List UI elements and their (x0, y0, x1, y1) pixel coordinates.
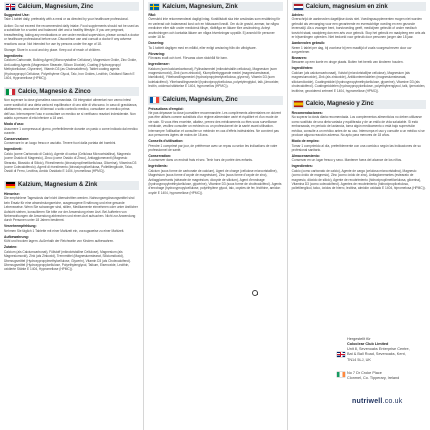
label-ingredients: Ingredients: (4, 53, 24, 58)
text-ingredients: Calcio (como carbonato de calcio), Agente de carga (celulosa microcristalina), Magnesio (como óxido de magnesio), Zinc (como óxido de zinc), Antiaglomerantes (estearato de magnesio, dióxido de silicio), Agente de recubrimiento (hidroxipropilmetilcelulosa, glicerina), Vitamina D3 (como colecalciferol). Agentes de recubrimiento (hidroxipropilcelulosa, polietilenglicol, talco, óxidos de hierro, lecitina, almidón oxidado E 1404, hipromelosa (HPMC)). (291, 168, 426, 191)
address-line: No 7 Dr Croke Place (347, 371, 382, 375)
text-notes: Die empfohlene Tagesdosis darf nicht überschritten werden. Nahrungsergänzungsmittel sind kein Ersatz für eine abwechslungsreiche, ausgewogene Ernährung und eine gesunde Lebensweise. Wenn Sie schwanger sind, stillen, Medikamente einnehmen oder unter ärztlicher Aufsicht stehen, konsultieren Sie bitte vor der Anwendung einen Arzt. Bei Auftreten von Nebenwirkungen die Anwendung abbrechen und einen Arzt aufsuchen. Nicht zur Anwendung durch Personen unter 18 Jahren bestimmt. (4, 196, 138, 223)
label-usage: Modo de empleo: (291, 139, 320, 144)
sweden-flag-icon (150, 4, 159, 10)
section-header-se (148, 2, 282, 11)
label-suggested-use: Suggested Use: (4, 13, 30, 17)
text-storage: Förvaras svalt och torrt. Förvaras utom räckhåll för barn. (148, 56, 228, 61)
section-se (148, 2, 282, 89)
section-title: Calcium, Magnesium, Zinc (18, 3, 94, 10)
manufacturer-address (347, 337, 410, 363)
label-storage: Förvaring: (148, 51, 166, 56)
text-storage: Kühl und trocken lagern. Außerhalb der Reichweite von Kindern aufbewahren. (4, 239, 115, 244)
text-suggested-use: Take 1 tablet daily, preferably with a meal or as directed by your healthcare professional. (4, 17, 129, 22)
label-ingredients: Ingredienser: (148, 62, 170, 67)
brand-logo (352, 390, 426, 408)
text-warnings: Non superare la dose giornaliera raccomandata. Gli integratori alimentari non vanno intesi come sostituti di una dieta varia ed equilibrata e di uno stile di vita sano. In caso di gravidanza, allattamento, assunzione di farmaci o sotto controllo medico, consultare un medico prima dell'uso. Interrompere l'uso e consultare un medico se si verificano reazioni indesiderate. Non adatto a persone di età inferiore a 18 anni. (4, 98, 138, 121)
germany-flag-icon (6, 182, 15, 188)
label-recommendations: Recomendaciones: (291, 110, 323, 115)
france-flag-icon (150, 97, 159, 103)
brand-name-bold: nutriwell (352, 398, 383, 405)
label-advice: Advies: (291, 13, 304, 17)
section-title: Calcium, magnesium en zink (305, 3, 388, 10)
italy-flag-icon (6, 89, 15, 95)
text-usage: Assumere 1 compressa al giorno, preferibilmente durante un pasto o come indicato dal medico curante. (4, 126, 138, 135)
text-storage: Storage: Store in a cool and dry place. Keep out of reach of children. (4, 47, 101, 52)
label-dosage: Dosering: (148, 41, 165, 46)
text-ingredients: Calcium (als calciumcarbonaat), Vulstof (microkristallijne cellulose), Magnesium (als magnesiumoxide), Zink (als zinkoxide), Antiklontermiddelen (magnesiumstearaat, siliciumdioxide), Coatingmiddel (hydroxypropylmethylcellulose, glycerine), Vitamine D3 (als cholecalciferol). Coatingmiddelen (hydroxypropylcellulose, polyethyleenglycol, talk, ijzeroxiden, lecithine, geoxideerd zetmeel E 1404, hypromellose (HPMC)). (291, 70, 426, 93)
address-line: Bat & Ball Road, Sevenoaks, Kent, (347, 352, 406, 357)
text-action: Action: Do not exceed the recommended daily intake. Food supplements should not be used as a substitute for a varied and balanced diet and a healthy lifestyle. If you are pregnant, breastfeeding, taking any medications or are under medical supervision, please consult a doctor or healthcare professional before use. Discontinue use and consult a doctor if any adverse reactions occur. Not intended for use by persons under the age of 18. (4, 23, 140, 46)
label-storage: Almacenamiento: (291, 153, 320, 158)
section-header-it (4, 87, 139, 96)
text-ingredients: Calcium (als Calciumcarbonat), Füllstoff (mikrokristalline Cellulose), Magnesium (als Magnesiumoxid), Zink (als Zinkoxid), Trennmittel (Magnesiumstearat, Siliciumdioxid), Überzugsmittel (Hydroxypropylmethylcellulose, Glycerin), Vitamin D3 (als Cholecalciferol). Überzugsmittel (Hydroxypropylcellulose, Polyethylenglycol, Talkum, Eisenoxide, Lecithin, oxidierte Stärke E 1404, Hypromellose (HPMC)). (4, 249, 131, 272)
section-header-es (292, 100, 426, 109)
text-recommendations: No superar la dosis diaria recomendada. Los complementos alimenticios no deben utilizarse como sustituto de una dieta variada y equilibrada y de un estilo de vida saludable. Si está embarazada, en periodo de lactancia, toma algún medicamento o está bajo supervisión médica, consulte a un médico antes de su uso. Interrumpa el uso y consulte a un médico si se produce alguna reacción adversa. No apto para menores de 18 años. (291, 115, 425, 138)
section-es (292, 100, 426, 191)
section-header-en (4, 2, 139, 11)
section-header-fr (148, 96, 282, 105)
netherlands-flag-icon (294, 4, 303, 10)
label-ingredients: Zutaten: (4, 245, 18, 250)
text-dosage: Ta 1 tablett dagligen med en måltid, eller enligt anvisning från din vårdgivare. (148, 45, 257, 50)
section-header-de (4, 181, 139, 190)
label-usage: Verzehrempfehlung: (4, 224, 37, 229)
section-de (4, 181, 139, 272)
ireland-address (347, 371, 399, 381)
label-storage: Conservation: (148, 153, 172, 158)
column-1 (0, 0, 143, 430)
section-title: Calcium, Magnésium, Zinc (162, 97, 238, 104)
label-storage: Conservazione: (4, 136, 30, 141)
text-usage: Prendre 1 comprimé par jour, de préférence avec un repas ou selon les indications de votre professionnel de santé. (148, 143, 278, 152)
column-3 (287, 0, 430, 430)
spain-flag-icon (294, 101, 303, 107)
recycle-icon (252, 290, 258, 296)
uk-flag-icon (6, 4, 15, 10)
ireland-flag-icon (337, 372, 345, 377)
text-usage: Nehmen Sie täglich 1 Tablette mit einer Mahlzeit ein, vorzugsweise zu einer Mahlzeit. (4, 228, 125, 233)
section-en (4, 2, 139, 80)
address-intro: Hergestellt für (347, 337, 371, 341)
text-ingredients: Kalcium (som kalciumkarbonat), Fyllnadsmedel (mikrokristallin cellulosa), Magnesium (som magnesiumoxid), Zink (som zinkoxid), Klumpförebyggande medel (magnesiumstearat, kiseldioxid), Ytbehandlingsmedel (hydroxipropylmetylcellulosa, glycerol), Vitamin D3 (som kolekalciferol). Ytbehandlingsmedel (hydroxipropylcellulosa, polyetylenglykol, talk, järnoxider, lecitin, oxiderad stärkelse E 1404, hypromellos (HPMC)). (148, 66, 280, 89)
section-title: Calcio, Magnesio & Zinco (18, 88, 91, 95)
section-fr (148, 96, 282, 196)
brand-domain: .co.uk (382, 398, 403, 405)
section-it (4, 87, 139, 173)
text-storage: Conservar en un lugar fresco y seco. Mantener fuera del alcance de los niños. (291, 158, 403, 163)
text-advice: Överskrid inte rekommenderat dagligt intag. Kosttillskott ska inte användas som ersättning för en varierad och balanserad kost och en hälsosam livsstil. Om du är gravid, ammar, tar några mediciner eller står under medicinsk tillsyn, rådfråga en läkare före användning. Avbryt användningen och kontakta läkare om några biverkningar uppstår. Ej avsedd för personer under 18 år. (148, 17, 281, 40)
label-storage: Bewaren: (291, 55, 307, 60)
label-ingredients: Ingrédients: (148, 164, 168, 169)
label-usage: Modo d'uso: (4, 122, 25, 127)
section-nl (292, 2, 426, 93)
section-header-nl (292, 2, 426, 11)
section-title: Kalcium, Magnesium, Zink (162, 3, 238, 10)
label-ingredients: Ingrediënten: (291, 66, 314, 71)
text-storage: À conserver dans un endroit frais et sec. Tenir hors de portée des enfants. (148, 158, 253, 163)
label-ingredients: Ingredienti: (4, 147, 23, 152)
address-line: TN14 5LJ, UK (347, 357, 371, 362)
text-advice: Overschrijd de aanbevolen dagelijkse dosis niet. Voedingssupplementen mogen niet worden gebruikt als vervanging voor een gevarieerde en evenwichtige voeding en een gezonde levensstijl. Als u zwanger bent, borstvoeding geeft, medicijnen gebruikt of onder medisch toezicht staat, raadpleeg dan een arts voor gebruik. Stop het gebruik en raadpleeg een arts als er bijwerkingen optreden. Niet bedoeld voor gebruik door personen jonger dan 18 jaar. (291, 17, 426, 40)
text-usage: Tomar 1 comprimido al día, preferiblemente con una comida o según las indicaciones de su profesional sanitario. (291, 143, 421, 152)
label-ingredients: Ingredientes: (291, 164, 313, 169)
text-usage: Neem 1 tablet per dag, bij voorkeur bij een maaltijd of zoals voorgeschreven door uw zorgverlener. (291, 45, 412, 54)
label-usage: Conseils d'utilisation: (148, 139, 184, 144)
address-line: Unit 8, Sevenoaks Enterprise Centre, (347, 347, 410, 352)
section-title: Kalzium, Magnesium & Zink (18, 182, 98, 189)
column-2 (143, 0, 286, 430)
text-ingredients: Calcio (come Carbonato di Calcio), Agente di carica (Cellulosa Microcristallina), Magnesio (come Ossido di Magnesio), Zinco (come Ossido di Zinco), Antiagglomeranti (Magnesio Stearato, Biossido di Silicio), Rivestimento (Idrossipropilmetilcellulosa, Glicerina), Vitamina D3 (come Colecalciferolo). Agenti di rivestimento (Idrossipropilcellulosa, Polietilenglicole, Talco, Ossidi di Ferro, Lecitina, Amido Ossidato E 1404, Ipromellosa (HPMC)). (4, 151, 137, 174)
text-ingredients: Calcium (sous forme de carbonate de calcium), Agent de charge (cellulose microcristalline), Magnésium (sous forme d'oxyde de magnésium), Zinc (sous forme d'oxyde de zinc), Antiagglomérants (stéarate de magnésium, dioxyde de silicium), Agent d'enrobage (hydroxypropylméthylcellulose, glycérine), Vitamine D3 (sous forme de cholécalciférol). Agents d'enrobage (hydroxypropylcellulose, polyéthylène glycol, talc, oxydes de fer, lécithine, amidon oxydé E 1404, hypromellose (HPMC)). (148, 168, 282, 195)
label-usage: Aanbevolen gebruik: (291, 41, 326, 46)
text-storage: Conservare in un luogo fresco e asciutto. Tenere fuori dalla portata dei bambini. (4, 141, 117, 146)
text-ingredients: Calcium Carbonate, Bulking Agent (Microcrystalline Cellulose), Magnesium Oxide, Zinc Oxide, Anti-caking Agents (Magnesium Stearate, Silicon Dioxide), Coating (Hydroxypropyl Methylcellulose, Glycerine), Vitamin D3 (as Cholecalciferol). Tablet coating agents (Hydroxypropyl Cellulose, Polyethylene Glycol, Talc, Iron Oxides, Lecithin, Oxidised Starch E 1404, Hypromellose (HPMC)). (4, 58, 137, 80)
text-precautions: Ne pas dépasser la dose journalière recommandée. Les compléments alimentaires ne doivent pas être utilisés comme substituts d'un régime alimentaire varié et équilibré et d'un mode de vie sain. Si vous êtes enceinte, allaitez, prenez des médicaments ou êtes sous surveillance médicale, veuillez consulter un médecin ou un professionnel de la santé avant utilisation. Interrompre l'utilisation et consulter un médecin en cas d'effets indésirables. Ne convient pas aux personnes âgées de moins de 18 ans. (148, 111, 282, 138)
address-line: Clonmel, Co. Tipperary, Ireland (347, 376, 400, 381)
brand-name (352, 398, 402, 405)
company-name: Coloclear Club Limited (347, 342, 389, 347)
uk-flag-icon (337, 352, 345, 357)
text-storage: Bewaren op een koele en droge plaats. Buiten het bereik van kinderen houden. (291, 60, 404, 65)
label-storage: Aufbewahrung: (4, 234, 29, 239)
label-precautions: Précautions d'emploi: (148, 106, 184, 111)
label-notes: Hinweise: (4, 191, 20, 196)
label-advice: Råd: (148, 13, 156, 17)
section-title: Calcio, Magnesio y Zinc (305, 101, 374, 108)
